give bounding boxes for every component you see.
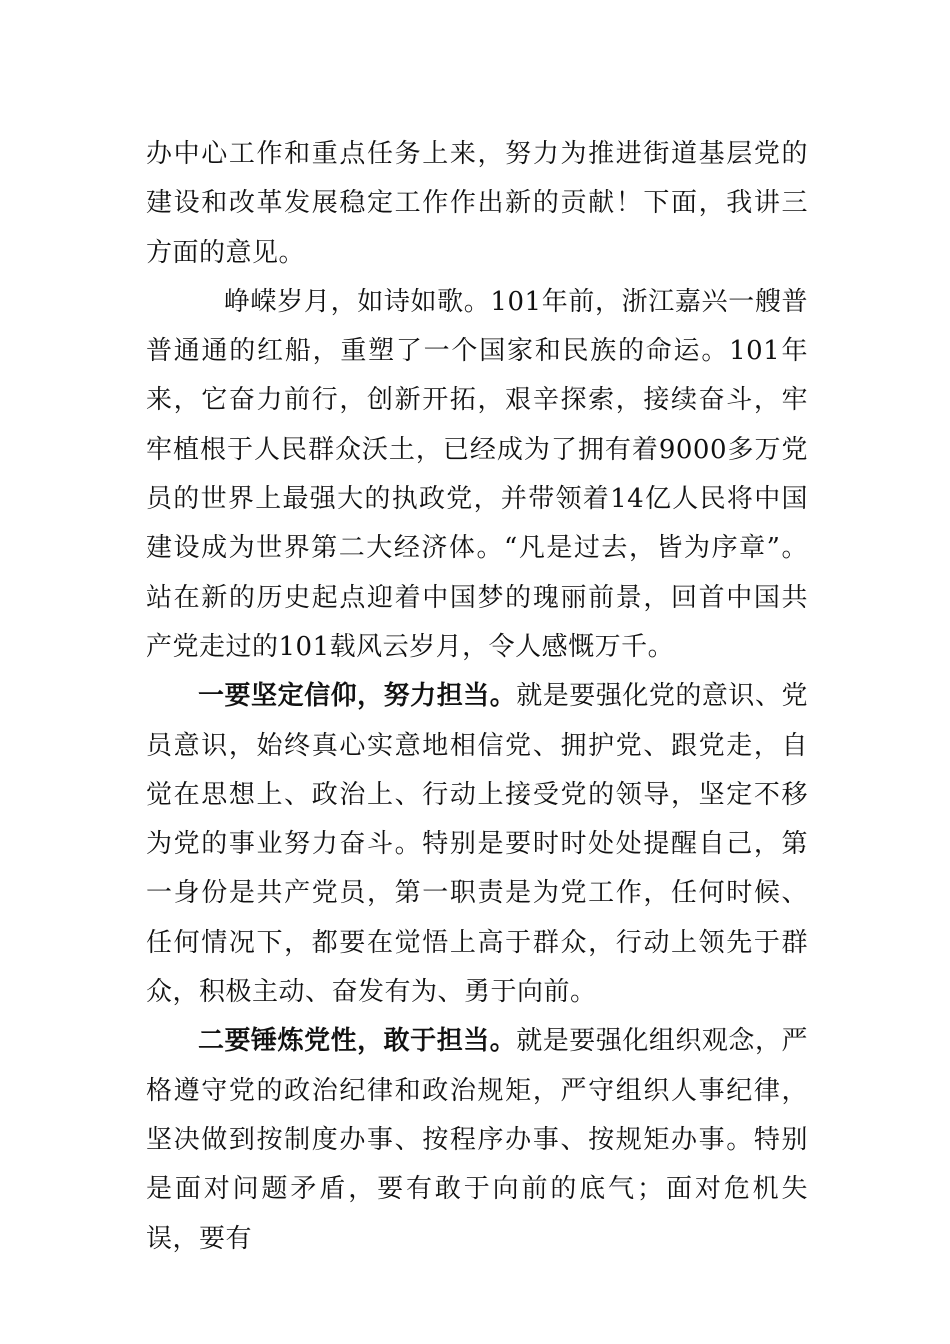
- paragraph-text: 就是要强化组织观念，严格遵守党的政治纪律和政治规矩，严守组织人事纪律，坚决做到按制度办事、按程序办事、按规矩办事。特别是面对问题矛盾，要有敢于向前的底气；面对危机失误，要有: [146, 1026, 808, 1254]
- paragraph-text: 峥嵘岁月，如诗如歌。101年前，浙江嘉兴一艘普普通通的红船，重塑了一个国家和民族的命运。101年来，它奋力前行，创新开拓，艰辛探索，接续奋斗，牢牢植根于人民群众沃土，已经成为了拥有着9000多万党员的世界上最强大的执政党，并带领着14亿人民将中国建设成为世界第二大经济体。“凡是过去，皆为序章”。站在新的历史起点迎着中国梦的瑰丽前景，回首中国共产党走过的101载风云岁月，令人感慨万千。: [146, 286, 808, 662]
- paragraph-history: [146, 278, 808, 672]
- paragraph-continuation: [146, 130, 808, 278]
- paragraph-text: 就是要强化党的意识、党员意识，始终真心实意地相信党、拥护党、跟党走，自觉在思想上、政治上、行动上接受党的领导，坚定不移为党的事业努力奋斗。特别是要时时处处提醒自己，第一身份是共产党员，第一职责是为党工作，任何时候、任何情况下，都要在觉悟上高于群众，行动上领先于群众，积极主动、奋发有为、勇于向前。: [146, 681, 808, 1008]
- paragraph-text: 办中心工作和重点任务上来，努力为推进街道基层党的建设和改革发展稳定工作作出新的贡献！下面，我讲三方面的意见。: [146, 139, 808, 268]
- paragraph-lead-heading: 一要坚定信仰，努力担当。: [198, 681, 517, 712]
- paragraph-point-two: [146, 1017, 808, 1263]
- paragraph-point-one: [146, 672, 808, 1017]
- paragraph-lead-heading: 二要锤炼党性，敢于担当。: [198, 1026, 517, 1057]
- document-body: [146, 130, 808, 1264]
